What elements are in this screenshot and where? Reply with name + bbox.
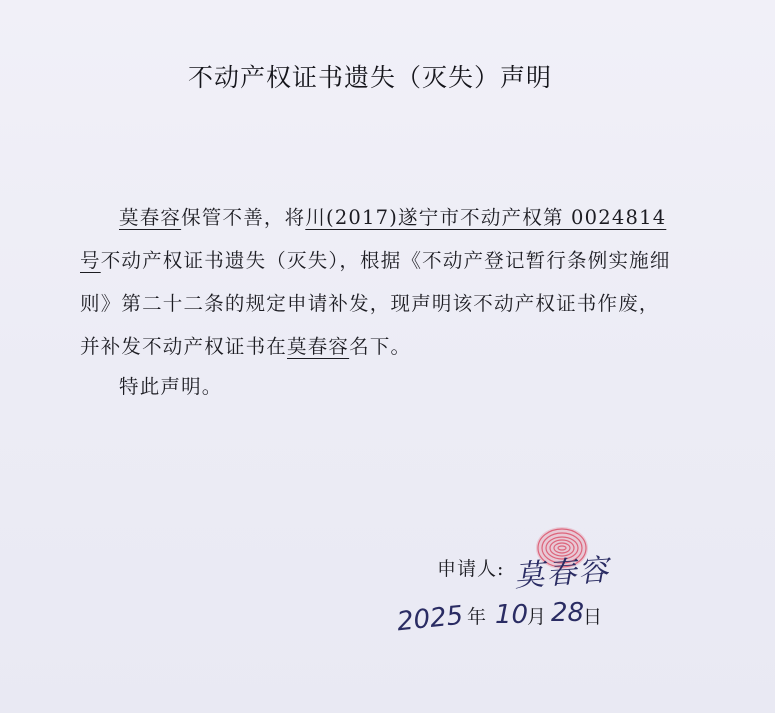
date-month-label: 月 bbox=[527, 606, 547, 628]
owner-name-repeat: 莫春容 bbox=[287, 335, 350, 358]
declaration-body bbox=[80, 196, 680, 368]
handwritten-signature: 莫春容 bbox=[513, 552, 612, 595]
date-year-label: 年 bbox=[467, 606, 487, 628]
declaration-text-b: 不动产权证书遗失（灭失），根据《不动产登记暂行条例实施细则》第二十二条的规定申请补发，现声明该不动产权证书作废，并补发不动产权证书在 bbox=[80, 249, 671, 358]
date-day-label: 日 bbox=[583, 606, 603, 628]
declaration-paragraph bbox=[80, 196, 680, 368]
closing-statement: 特此声明。 bbox=[119, 375, 223, 398]
owner-name: 莫春容 bbox=[119, 206, 182, 229]
date-month: 10 bbox=[495, 600, 529, 630]
date-day: 28 bbox=[551, 598, 585, 628]
applicant-label: 申请人: bbox=[437, 558, 505, 580]
date-year: 2025 bbox=[395, 600, 465, 638]
declaration-text-a: 保管不善，将 bbox=[181, 206, 306, 229]
document-title: 不动产权证书遗失（灭失）声明 bbox=[187, 63, 552, 92]
signature-area bbox=[500, 518, 640, 608]
certificate-number: 川(2017)遂宁市不动产权第 0024814 号 bbox=[80, 206, 667, 272]
declaration-text-c: 名下。 bbox=[349, 335, 412, 358]
signature-date bbox=[397, 598, 617, 648]
